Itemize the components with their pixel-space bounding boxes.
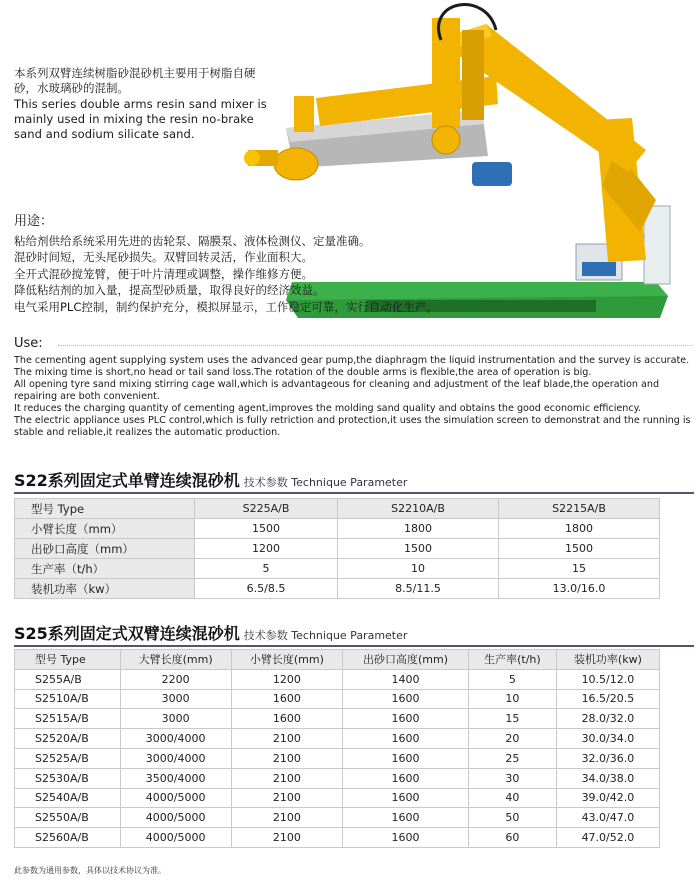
table-cell: 2100: [231, 808, 342, 828]
discharge-outlet: [274, 148, 318, 180]
blue-motor: [472, 162, 512, 186]
table-cell: 8.5/11.5: [338, 579, 499, 599]
table-cell: 2200: [120, 669, 231, 689]
column-header: 出砂口高度(mm): [343, 650, 469, 670]
table-cell: 39.0/42.0: [556, 788, 659, 808]
column-header: 生产率(t/h): [468, 650, 556, 670]
table-cell: 1500: [499, 539, 660, 559]
table-row: [15, 689, 660, 709]
table-cell: S2215A/B: [499, 499, 660, 519]
nozzle-end: [244, 150, 260, 166]
table-cell: 3000: [120, 709, 231, 729]
uses-cn-line: 混砂时间短，无头尾砂损失。双臂回转灵活，作业面积大。: [14, 250, 313, 264]
table-cell: 28.0/32.0: [556, 709, 659, 729]
table-cell: 1200: [195, 539, 338, 559]
table-cell: S2515A/B: [15, 709, 121, 729]
uses-en-block: [14, 355, 694, 439]
table-cell: S2520A/B: [15, 729, 121, 749]
table-cell: 3000/4000: [120, 729, 231, 749]
table-cell: 型号 Type: [15, 499, 195, 519]
table-row: [15, 559, 660, 579]
table-row: [15, 539, 660, 559]
table-cell: S2540A/B: [15, 788, 121, 808]
uses-en-title: Use:: [14, 336, 43, 351]
uses-en-line: The electric appliance uses PLC control,which is fully retriction and protection,it uses the simulation screen to demonstrat and the running is stable and reliable,it realizes the automatic production.: [14, 415, 691, 438]
table-cell: 5: [468, 669, 556, 689]
table-cell: 1600: [343, 729, 469, 749]
uses-en-line: It reduces the charging quantity of cementing agent,improves the molding sand quality and obtains the good economic efficiency.: [14, 403, 641, 414]
table-cell: 4000/5000: [120, 808, 231, 828]
uses-en-line: All opening tyre sand mixing stirring cage wall,which is advantageous for cleaning and adjustment of the leaf blade,the operation and repairing are both convenient.: [14, 379, 660, 402]
table-cell: 1800: [499, 519, 660, 539]
table-cell: 16.5/20.5: [556, 689, 659, 709]
uses-cn-title: 用途：: [14, 214, 54, 229]
table-cell: 1600: [343, 709, 469, 729]
uses-cn-block: [14, 214, 484, 315]
intro-cn: 本系列双臂连续树脂砂混砂机主要用于树脂自硬砂，水玻璃砂的混制。: [14, 66, 256, 95]
s22-subtitle: 技术参数 Technique Parameter: [243, 476, 408, 489]
table-cell: 1500: [195, 519, 338, 539]
table-header-row: [15, 650, 660, 670]
control-cabinet: [644, 206, 670, 284]
table-cell: 1600: [343, 808, 469, 828]
uses-cn-line: 全开式混砂搅笼臂，便于叶片清理或调整，操作维修方便。: [14, 266, 313, 281]
table-cell: 3000: [120, 689, 231, 709]
table-cell: 10: [468, 689, 556, 709]
table-cell: 47.0/52.0: [556, 828, 659, 848]
table-cell: 生产率（t/h）: [15, 559, 195, 579]
s25-title: S25系列固定式双臂连续混砂机: [14, 624, 240, 643]
table-row: [15, 499, 660, 519]
s22-parameter-table: [14, 498, 660, 599]
s25-rule: [14, 645, 694, 647]
s22-title: S22系列固定式单臂连续混砂机: [14, 471, 240, 490]
table-row: [15, 768, 660, 788]
column-header: 型号 Type: [15, 650, 121, 670]
intro-text: [14, 66, 272, 142]
pivot-tower: [432, 18, 460, 128]
table-cell: 43.0/47.0: [556, 808, 659, 828]
table-cell: 4000/5000: [120, 788, 231, 808]
table-cell: 15: [468, 709, 556, 729]
uses-en-line: The cementing agent supplying system uses the advanced gear pump,the diaphragm the liquid instrumentation and the survey is accurate.: [14, 355, 690, 366]
table-row: [15, 519, 660, 539]
table-cell: S255A/B: [15, 669, 121, 689]
table-cell: 1600: [343, 828, 469, 848]
table-cell: 1600: [343, 748, 469, 768]
table-cell: 34.0/38.0: [556, 768, 659, 788]
table-cell: 2100: [231, 828, 342, 848]
dotted-divider: [58, 345, 692, 346]
s25-section-title: [14, 621, 407, 644]
table-cell: 6.5/8.5: [195, 579, 338, 599]
table-cell: S2510A/B: [15, 689, 121, 709]
column-header: 小臂长度(mm): [231, 650, 342, 670]
uses-cn-line: 降低粘结剂的加入量，提高型砂质量，取得良好的经济效益。: [14, 283, 325, 297]
table-cell: 2100: [231, 748, 342, 768]
table-row: [15, 808, 660, 828]
intro-en: This series double arms resin sand mixer is mainly used in mixing the resin no-brake sand and sodium silicate sand.: [14, 97, 267, 141]
uses-cn-line: 粘给剂供给系统采用先进的齿轮泵、隔膜泵、液体检测仪、定量准确。: [14, 233, 371, 248]
table-cell: 1600: [343, 788, 469, 808]
table-cell: 1200: [231, 669, 342, 689]
table-cell: 1800: [338, 519, 499, 539]
table-cell: S2525A/B: [15, 748, 121, 768]
table-row: [15, 669, 660, 689]
table-cell: 32.0/36.0: [556, 748, 659, 768]
outlet-pipe: [294, 96, 314, 132]
s22-section-title: [14, 468, 407, 491]
table-cell: 1600: [343, 689, 469, 709]
table-cell: S2550A/B: [15, 808, 121, 828]
table-cell: 15: [499, 559, 660, 579]
table-row: [15, 748, 660, 768]
uses-en-line: The mixing time is short,no head or tail sand loss.The rotation of the double arms is flexible,the area of operation is big.: [14, 367, 592, 378]
column-header: 装机功率(kw): [556, 650, 659, 670]
table-cell: 1600: [231, 689, 342, 709]
table-cell: 30: [468, 768, 556, 788]
pivot-tower-side: [462, 30, 484, 120]
table-cell: 13.0/16.0: [499, 579, 660, 599]
table-row: [15, 828, 660, 848]
table-cell: 3500/4000: [120, 768, 231, 788]
table-cell: 20: [468, 729, 556, 749]
uses-cn-line: 电气采用PLC控制，制约保护充分，模拟屏显示，工作稳定可靠，实行自动化生产。: [14, 299, 438, 314]
table-cell: 25: [468, 748, 556, 768]
table-cell: S2530A/B: [15, 768, 121, 788]
table-cell: 1400: [343, 669, 469, 689]
table-cell: 3000/4000: [120, 748, 231, 768]
table-cell: 2100: [231, 729, 342, 749]
s25-parameter-table: [14, 649, 660, 848]
table-cell: 60: [468, 828, 556, 848]
table-row: [15, 729, 660, 749]
table-cell: 出砂口高度（mm）: [15, 539, 195, 559]
pivot-joint: [432, 126, 460, 154]
footnote: 此参数为通用参数，具体以技术协议为准。: [14, 866, 166, 875]
table-cell: 2100: [231, 768, 342, 788]
table-row: [15, 579, 660, 599]
table-cell: 30.0/34.0: [556, 729, 659, 749]
table-cell: 10.5/12.0: [556, 669, 659, 689]
table-cell: 40: [468, 788, 556, 808]
table-cell: 5: [195, 559, 338, 579]
table-cell: 50: [468, 808, 556, 828]
table-cell: 1600: [343, 768, 469, 788]
blue-motor-base: [582, 262, 616, 276]
column-header: 大臂长度(mm): [120, 650, 231, 670]
table-cell: S2210A/B: [338, 499, 499, 519]
s22-rule: [14, 492, 694, 494]
table-cell: 10: [338, 559, 499, 579]
table-cell: 1600: [231, 709, 342, 729]
table-cell: 1500: [338, 539, 499, 559]
table-cell: S225A/B: [195, 499, 338, 519]
table-cell: S2560A/B: [15, 828, 121, 848]
table-cell: 2100: [231, 788, 342, 808]
table-row: [15, 788, 660, 808]
table-row: [15, 709, 660, 729]
s25-subtitle: 技术参数 Technique Parameter: [243, 629, 408, 642]
table-cell: 小臂长度（mm）: [15, 519, 195, 539]
table-cell: 装机功率（kw）: [15, 579, 195, 599]
table-cell: 4000/5000: [120, 828, 231, 848]
